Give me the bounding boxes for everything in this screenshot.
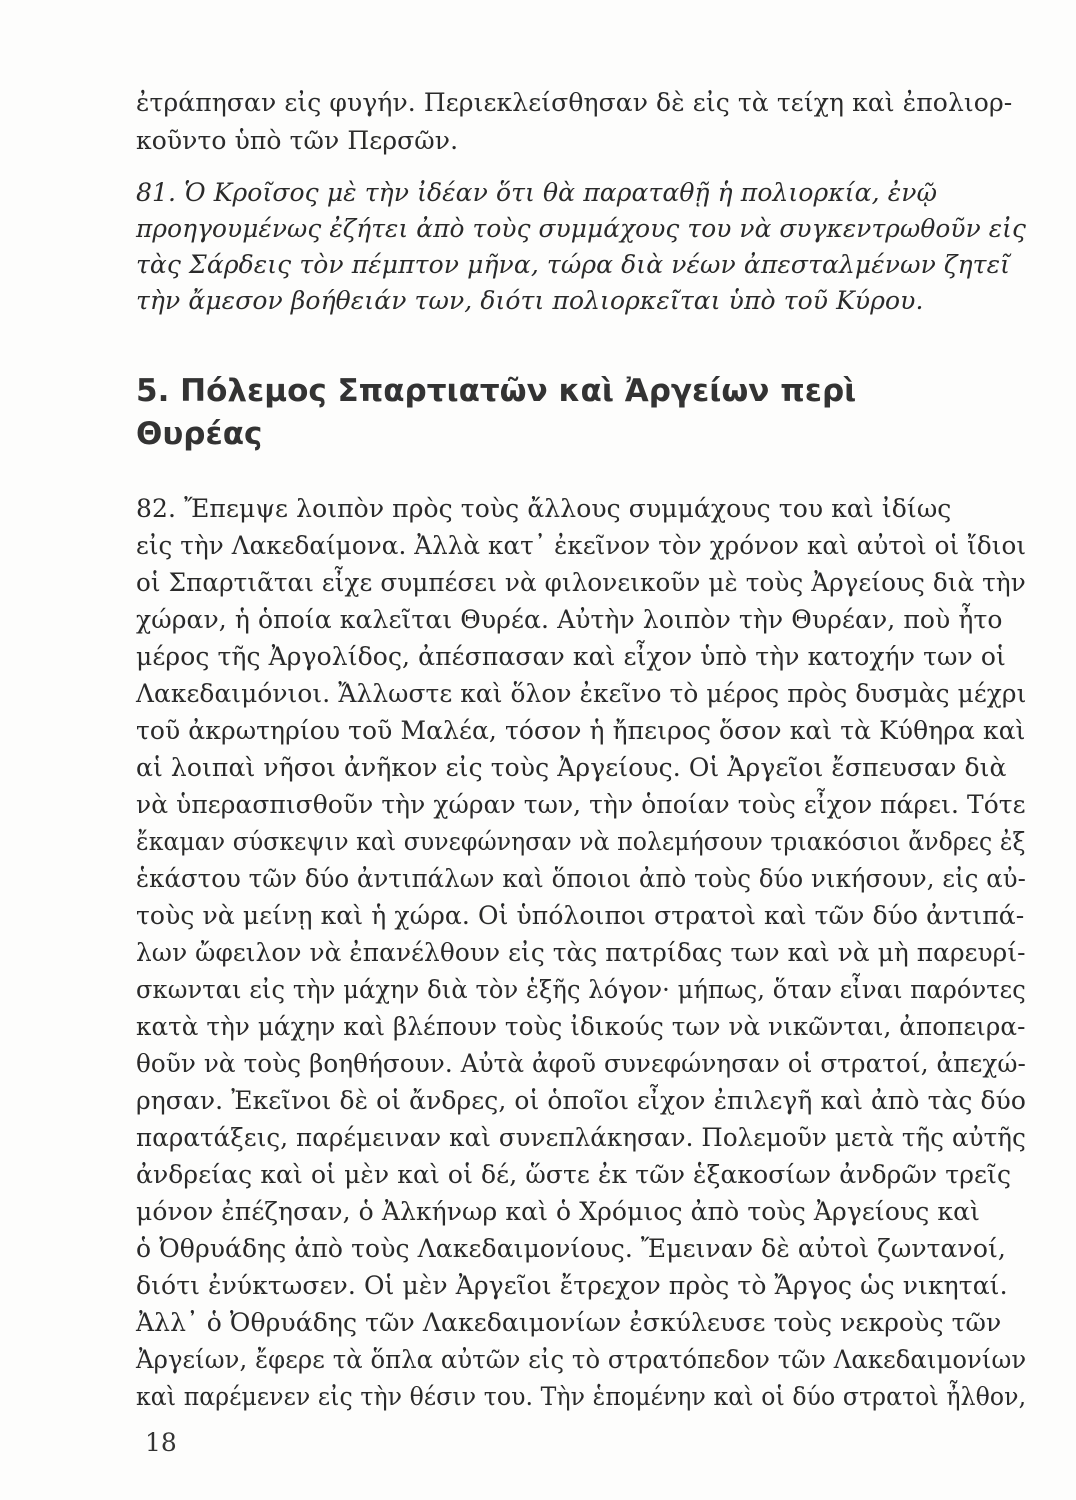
section-82-line-25: καὶ παρέμενεν εἰς τὴν θέσιν του. Τὴν ἑπομένην καὶ οἱ δύο στρατοὶ ἦλθον,	[136, 1382, 1027, 1411]
section-82-line-6: Λακεδαιμόνιοι. Ἄλλωστε καὶ ὅλον ἐκεῖνο τὸ μέρος πρὸς δυσμὰς μέχρι	[136, 679, 1027, 708]
text-line-intro-2: κοῦντο ὑπὸ τῶν Περσῶν.	[136, 126, 459, 155]
section-82-line-18: παρατάξεις, παρέμειναν καὶ συνεπλάκησαν. Πολεμοῦν μετὰ τῆς αὐτῆς	[136, 1123, 1026, 1152]
section-81-line-2: προηγουμένως ἐζήτει ἀπὸ τοὺς συμμάχους του νὰ συγκεντρωθοῦν εἰς	[136, 214, 1026, 243]
section-82-line-23: Ἀλλ᾽ ὁ Ὀθρυάδης τῶν Λακεδαιμονίων ἐσκύλευσε τοὺς νεκροὺς τῶν	[136, 1308, 1002, 1337]
section-82-line-1: 82. Ἔπεμψε λοιπὸν πρὸς τοὺς ἄλλους συμμάχους του καὶ ἰδίως	[136, 494, 952, 523]
section-heading-line-1: 5. Πόλεμος Σπαρτιατῶν καὶ Ἀργείων περὶ	[136, 373, 857, 409]
section-82-line-19: ἀνδρείας καὶ οἱ μὲν καὶ οἱ δέ, ὥστε ἐκ τῶν ἑξακοσίων ἀνδρῶν τρεῖς	[136, 1160, 1012, 1189]
section-82-line-24: Ἀργείων, ἔφερε τὰ ὅπλα αὐτῶν εἰς τὸ στρατόπεδον τῶν Λακεδαιμονίων	[136, 1345, 1027, 1374]
section-82-line-2: εἰς τὴν Λακεδαίμονα. Ἀλλὰ κατ᾽ ἐκεῖνον τὸν χρόνον καὶ αὐτοὶ οἱ ἴδιοι	[136, 531, 1027, 560]
section-82-line-17: ρησαν. Ἐκεῖνοι δὲ οἱ ἄνδρες, οἱ ὁποῖοι εἶχον ἐπιλεγῆ καὶ ἀπὸ τὰς δύο	[136, 1086, 1027, 1115]
section-82-line-14: σκωνται εἰς τὴν μάχην διὰ τὸν ἑξῆς λόγον· μήπως, ὅταν εἶναι παρόντες	[136, 975, 1026, 1004]
section-82-line-10: ἔκαμαν σύσκεψιν καὶ συνεφώνησαν νὰ πολεμήσουν τριακόσιοι ἄνδρες ἐξ	[136, 827, 1026, 856]
section-82-line-7: τοῦ ἀκρωτηρίου τοῦ Μαλέα, τόσον ἡ ἤπειρος ὅσον καὶ τὰ Κύθηρα καὶ	[136, 716, 1026, 745]
section-82-line-21: ὁ Ὀθρυάδης ἀπὸ τοὺς Λακεδαιμονίους. Ἔμειναν δὲ αὐτοὶ ζωντανοί,	[136, 1234, 1006, 1263]
section-heading-line-2: Θυρέας	[136, 416, 263, 452]
section-82-line-22: διότι ἐνύκτωσεν. Οἱ μὲν Ἀργεῖοι ἔτρεχον πρὸς τὸ Ἄργος ὡς νικηταί.	[136, 1271, 1008, 1300]
section-81-line-4: τὴν ἄμεσον βοήθειάν των, διότι πολιορκεῖται ὑπὸ τοῦ Κύρου.	[136, 286, 924, 315]
section-82-line-3: οἱ Σπαρτιᾶται εἶχε συμπέσει νὰ φιλονεικοῦν μὲ τοὺς Ἀργείους διὰ τὴν	[136, 568, 1026, 597]
section-82-line-13: λων ὤφειλον νὰ ἐπανέλθουν εἰς τὰς πατρίδας των καὶ νὰ μὴ παρευρί-	[136, 938, 1026, 967]
section-82-line-9: νὰ ὑπερασπισθοῦν τὴν χώραν των, τὴν ὁποίαν τοὺς εἶχον πάρει. Τότε	[136, 790, 1026, 819]
section-82-line-5: μέρος τῆς Ἀργολίδος, ἀπέσπασαν καὶ εἶχον ὑπὸ τὴν κατοχήν των οἱ	[136, 642, 1006, 671]
text-line-intro-1: ἐτράπησαν εἰς φυγήν. Περιεκλείσθησαν δὲ εἰς τὰ τείχη καὶ ἐπολιορ-	[136, 88, 1013, 117]
section-82-line-20: μόνον ἐπέζησαν, ὁ Ἀλκήνωρ καὶ ὁ Χρόμιος ἀπὸ τοὺς Ἀργείους καὶ	[136, 1197, 981, 1226]
section-82-line-16: θοῦν νὰ τοὺς βοηθήσουν. Αὐτὰ ἀφοῦ συνεφώνησαν οἱ στρατοί, ἀπεχώ-	[136, 1049, 1026, 1078]
section-82-line-4: χώραν, ἡ ὁποία καλεῖται Θυρέα. Αὐτὴν λοιπὸν τὴν Θυρέαν, ποὺ ἦτο	[136, 605, 1003, 634]
page-number: 18	[145, 1428, 177, 1457]
section-82-line-15: κατὰ τὴν μάχην καὶ βλέπουν τοὺς ἰδικούς των νὰ νικῶνται, ἀποπειρα-	[136, 1012, 1026, 1041]
section-82-line-12: τοὺς νὰ μείνῃ καὶ ἡ χώρα. Οἱ ὑπόλοιποι στρατοὶ καὶ τῶν δύο ἀντιπά-	[136, 901, 1025, 930]
section-81-line-1: 81. Ὁ Κροῖσος μὲ τὴν ἰδέαν ὅτι θὰ παραταθῇ ἡ πολιορκία, ἐνῷ	[136, 178, 938, 207]
section-82-line-11: ἑκάστου τῶν δύο ἀντιπάλων καὶ ὅποιοι ἀπὸ τοὺς δύο νικήσουν, εἰς αὐ-	[136, 864, 1026, 893]
section-81-line-3: τὰς Σάρδεις τὸν πέμπτον μῆνα, τώρα διὰ νέων ἀπεσταλμένων ζητεῖ	[136, 250, 1010, 279]
section-82-line-8: αἱ λοιπαὶ νῆσοι ἀνῆκον εἰς τοὺς Ἀργείους. Οἱ Ἀργεῖοι ἔσπευσαν διὰ	[136, 753, 1007, 782]
